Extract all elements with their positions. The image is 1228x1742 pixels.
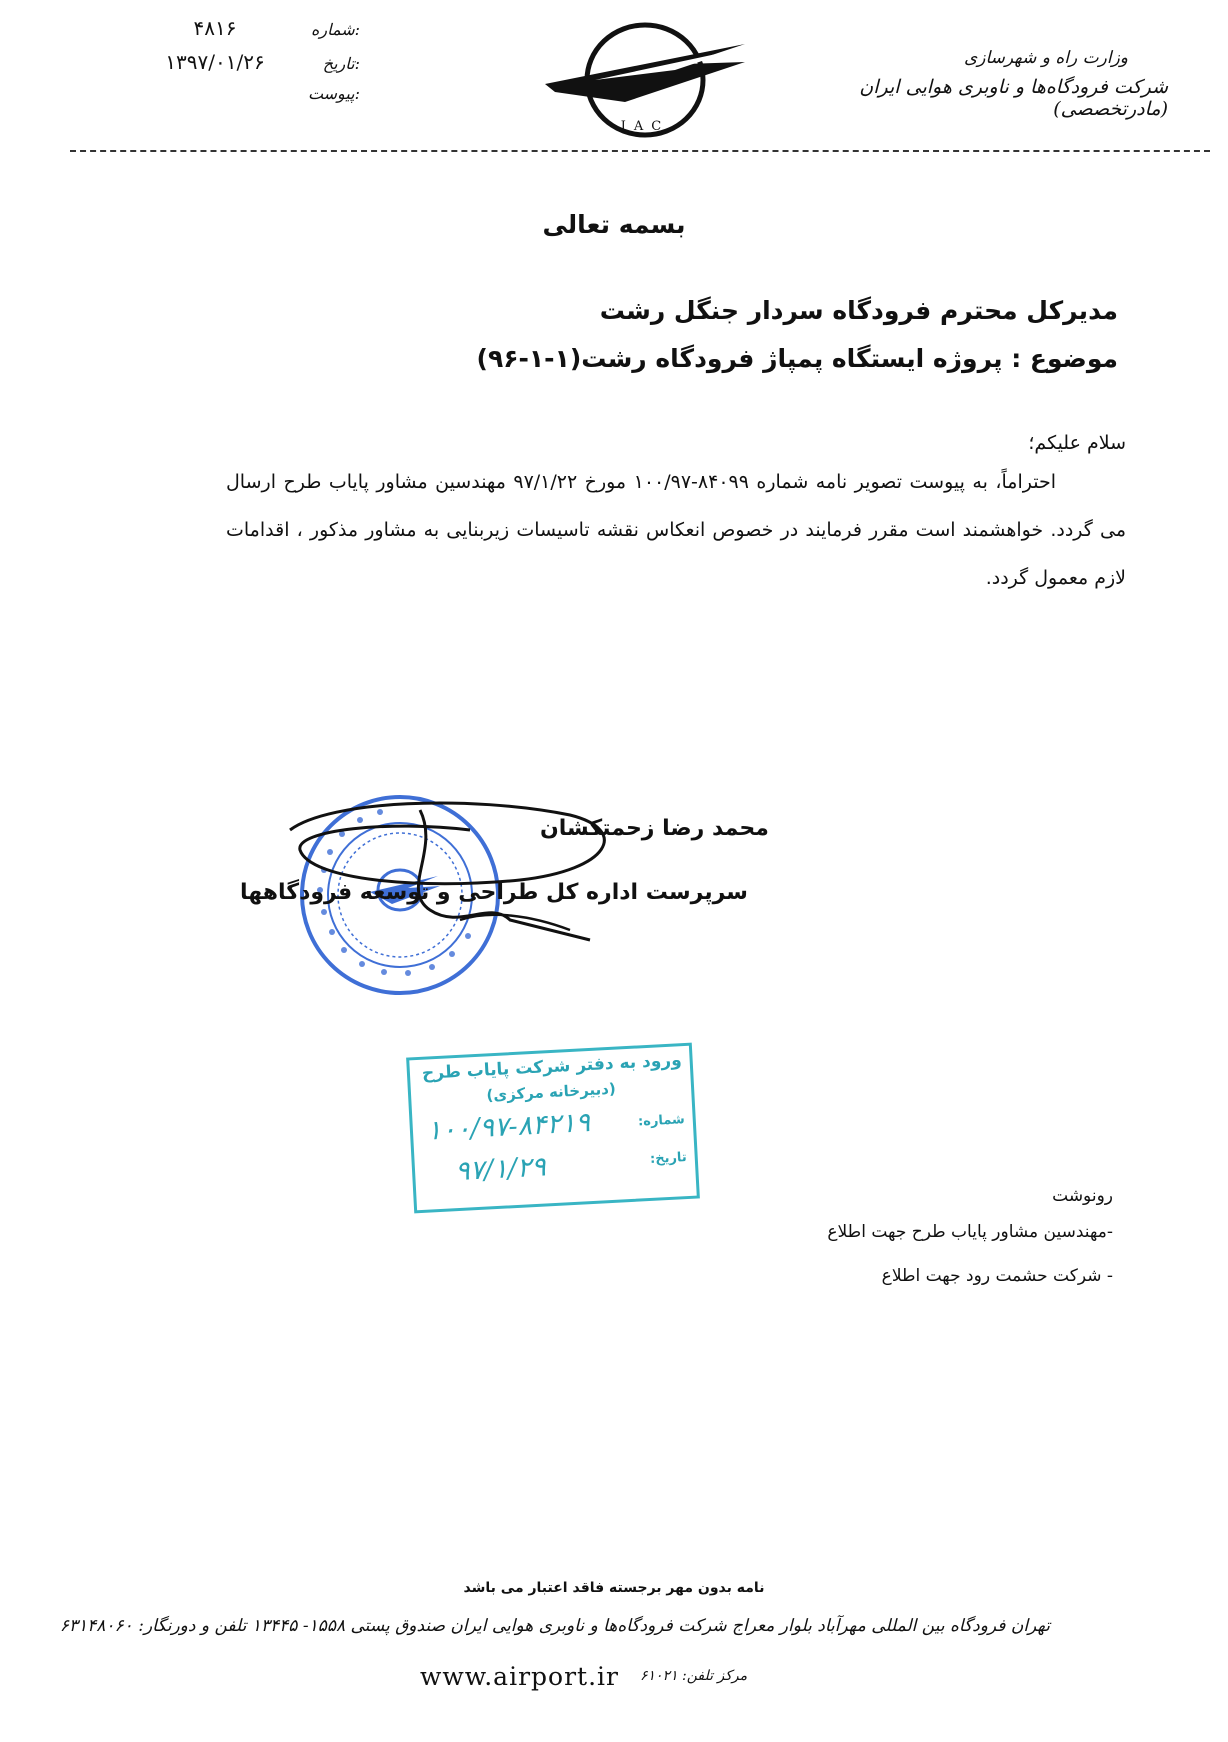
stamp-number-label: شماره: <box>637 1112 686 1130</box>
number-label: شماره: <box>310 20 360 39</box>
footer-website: www.airport.ir <box>420 1662 619 1691</box>
signatory-title: سرپرست اداره کل طراحی و توسعه فرودگاهها <box>240 880 748 905</box>
copy-item: -مهندسین مشاور پایاب طرح جهت اطلاع <box>827 1222 1113 1242</box>
subject: موضوع : پروژه ایستگاه پمپاژ فرودگاه رشت(۱-۱-۹۶) <box>476 344 1118 373</box>
footer-address: تهران فرودگاه بین المللی مهرآباد بلوار معراج شرکت فرودگاه‌ها و ناوبری هوایی ایران صندوق پستی ۱۵۵۸- ۱۳۴۴۵ تلفن و دورنگار: ۶۳۱۴۸۰۶۰ <box>59 1616 1050 1636</box>
meta-attachment <box>150 84 360 118</box>
letter-meta <box>150 16 360 118</box>
meta-number <box>150 16 360 50</box>
ministry-name: وزارت راه و شهرسازی <box>963 48 1128 68</box>
letter-body: احتراماً، به پیوست تصویر نامه شماره ۸۴۰۹۹-۱۰۰/۹۷ مورخ ۹۷/۱/۲۲ مهندسین مشاور پایاب طرح ارسال می گردد. خواهشمند است مقرر فرمایند در خصوص انعکاس نقشه تاسیسات زیربنایی به مشاور مذکور ، اقدامات لازم معمول گردد. <box>226 471 1126 589</box>
number-value: ۴۸۱۶ <box>193 16 237 40</box>
organization-header <box>748 48 1168 120</box>
basmala: بسمه تعالی <box>542 210 686 239</box>
stamp-date-label: تاریخ: <box>649 1150 688 1167</box>
addressee: مدیرکل محترم فرودگاه سردار جنگل رشت <box>599 296 1118 325</box>
company-name: شرکت فرودگاه‌ها و ناوبری هوایی ایران (مادرتخصصی) <box>859 76 1168 120</box>
date-label: تاریخ: <box>322 54 360 73</box>
footer-call-center: مرکز تلفن: ۶۱۰۲۱ <box>640 1668 748 1684</box>
stamp-line1: ورود به دفتر شرکت پایاب طرح <box>421 1050 683 1084</box>
footer-note: نامه بدون مهر برجسته فاقد اعتبار می باشد <box>463 1580 765 1596</box>
copies-title: رونوشت <box>1052 1186 1113 1206</box>
handwritten-signature <box>270 790 670 950</box>
received-stamp <box>406 1043 700 1214</box>
logo-text: IAC <box>620 119 670 134</box>
header-divider <box>70 150 1210 152</box>
meta-date <box>150 50 360 84</box>
stamp-number-value: ۱۰۰/۹۷-۸۴۲۱۹ <box>426 1107 591 1147</box>
copy-item: - شرکت حشمت رود جهت اطلاع <box>881 1266 1113 1286</box>
stamp-date-value: ۹۷/۱/۲۹ <box>454 1151 547 1188</box>
attachment-label: پیوست: <box>307 84 360 103</box>
date-value: ۱۳۹۷/۰۱/۲۶ <box>165 50 265 74</box>
greeting: سلام علیکم؛ <box>1028 432 1126 454</box>
iac-logo <box>535 22 755 142</box>
stamp-line2: (دبیرخانه مرکزی) <box>486 1079 617 1105</box>
signatory-name: محمد رضا زحمتکشان <box>540 816 769 841</box>
